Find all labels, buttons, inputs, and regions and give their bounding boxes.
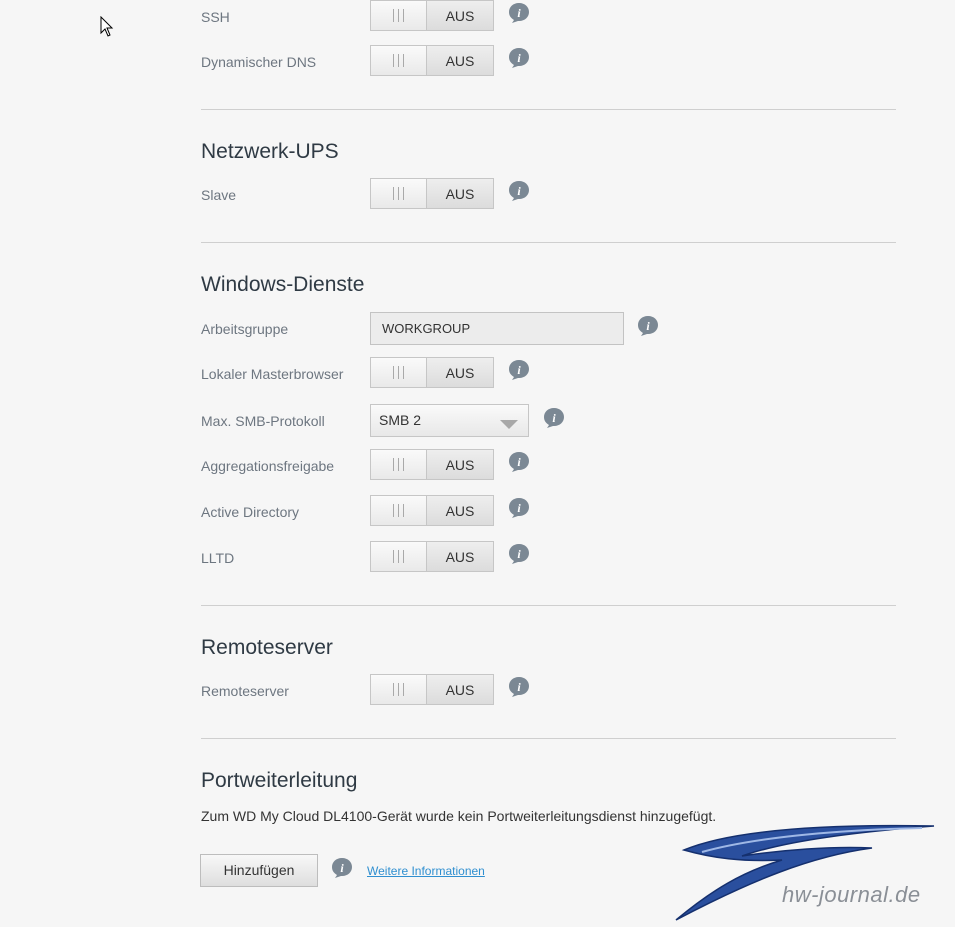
add-button[interactable]: Hinzufügen: [200, 854, 318, 887]
slave-toggle[interactable]: [370, 178, 494, 209]
hw-journal-logo: [672, 820, 942, 925]
lltd-row: [201, 541, 901, 575]
svg-text:i: i: [340, 861, 344, 875]
smb-selected-value: SMB 2: [379, 412, 422, 428]
masterbrowser-label: Lokaler Masterbrowser: [201, 366, 344, 382]
workgroup-row: [201, 312, 901, 346]
svg-text:i: i: [552, 411, 556, 425]
toggle-grip: [371, 542, 427, 571]
info-icon[interactable]: [508, 451, 530, 473]
more-info-link[interactable]: Weitere Informationen: [367, 864, 485, 878]
remoteserver-label: Remoteserver: [201, 683, 289, 699]
info-icon[interactable]: [508, 180, 530, 202]
section-divider: [201, 738, 896, 739]
toggle-grip: [371, 179, 427, 208]
info-icon[interactable]: [508, 359, 530, 381]
ddns-toggle[interactable]: [370, 45, 494, 76]
info-icon[interactable]: [508, 497, 530, 519]
lltd-label: LLTD: [201, 550, 235, 566]
info-icon[interactable]: [543, 407, 565, 429]
svg-text:i: i: [517, 455, 521, 469]
toggle-state: AUS: [427, 675, 493, 704]
svg-text:i: i: [517, 184, 521, 198]
info-icon[interactable]: [508, 2, 530, 24]
chevron-down-icon: [500, 420, 518, 429]
ssh-label: SSH: [201, 9, 230, 25]
active-directory-toggle[interactable]: [370, 495, 494, 526]
svg-text:i: i: [517, 6, 521, 20]
ssh-toggle[interactable]: [370, 0, 494, 31]
slave-row: [201, 178, 901, 212]
section-divider: [201, 242, 896, 243]
toggle-grip: [371, 46, 427, 75]
info-icon[interactable]: [637, 315, 659, 337]
active-directory-row: [201, 495, 901, 529]
watermark-text: hw-journal.de: [782, 882, 921, 907]
smb-label: Max. SMB-Protokoll: [201, 413, 325, 429]
info-icon[interactable]: [331, 857, 353, 879]
svg-text:i: i: [517, 680, 521, 694]
section-divider: [201, 605, 896, 606]
section-title-ups: Netzwerk-UPS: [201, 140, 339, 163]
section-title-windows: Windows-Dienste: [201, 273, 365, 296]
mouse-cursor-icon: [100, 16, 114, 38]
svg-text:i: i: [517, 547, 521, 561]
toggle-state: AUS: [427, 542, 493, 571]
toggle-state: AUS: [427, 46, 493, 75]
toggle-grip: [371, 358, 427, 387]
toggle-state: AUS: [427, 179, 493, 208]
toggle-state: AUS: [427, 1, 493, 30]
aggregation-label: Aggregationsfreigabe: [201, 458, 335, 474]
toggle-grip: [371, 496, 427, 525]
svg-text:i: i: [646, 319, 650, 333]
smb-protocol-select[interactable]: [370, 404, 529, 437]
info-icon[interactable]: [508, 676, 530, 698]
remoteserver-row: [201, 674, 901, 708]
slave-label: Slave: [201, 187, 237, 203]
aggregation-toggle[interactable]: [370, 449, 494, 480]
masterbrowser-toggle[interactable]: [370, 357, 494, 388]
section-title-remoteserver: Remoteserver: [201, 636, 333, 659]
svg-text:i: i: [517, 51, 521, 65]
workgroup-input[interactable]: WORKGROUP: [370, 312, 624, 345]
toggle-grip: [371, 1, 427, 30]
remoteserver-toggle[interactable]: [370, 674, 494, 705]
info-icon[interactable]: [508, 47, 530, 69]
ssh-row: [201, 0, 901, 34]
toggle-grip: [371, 450, 427, 479]
toggle-state: AUS: [427, 358, 493, 387]
portforward-message: Zum WD My Cloud DL4100-Gerät wurde kein Portweiterleitungsdienst hinzugefügt.: [201, 808, 717, 824]
toggle-state: AUS: [427, 450, 493, 479]
svg-text:i: i: [517, 363, 521, 377]
workgroup-label: Arbeitsgruppe: [201, 321, 289, 337]
section-title-portforward: Portweiterleitung: [201, 769, 358, 792]
info-icon[interactable]: [508, 543, 530, 565]
aggregation-row: [201, 449, 901, 483]
ddns-label: Dynamischer DNS: [201, 54, 317, 70]
toggle-grip: [371, 675, 427, 704]
lltd-toggle[interactable]: [370, 541, 494, 572]
svg-text:i: i: [517, 501, 521, 515]
toggle-state: AUS: [427, 496, 493, 525]
smb-row: [201, 404, 901, 438]
masterbrowser-row: [201, 357, 901, 391]
ddns-row: [201, 45, 901, 79]
section-divider: [201, 109, 896, 110]
active-directory-label: Active Directory: [201, 504, 300, 520]
